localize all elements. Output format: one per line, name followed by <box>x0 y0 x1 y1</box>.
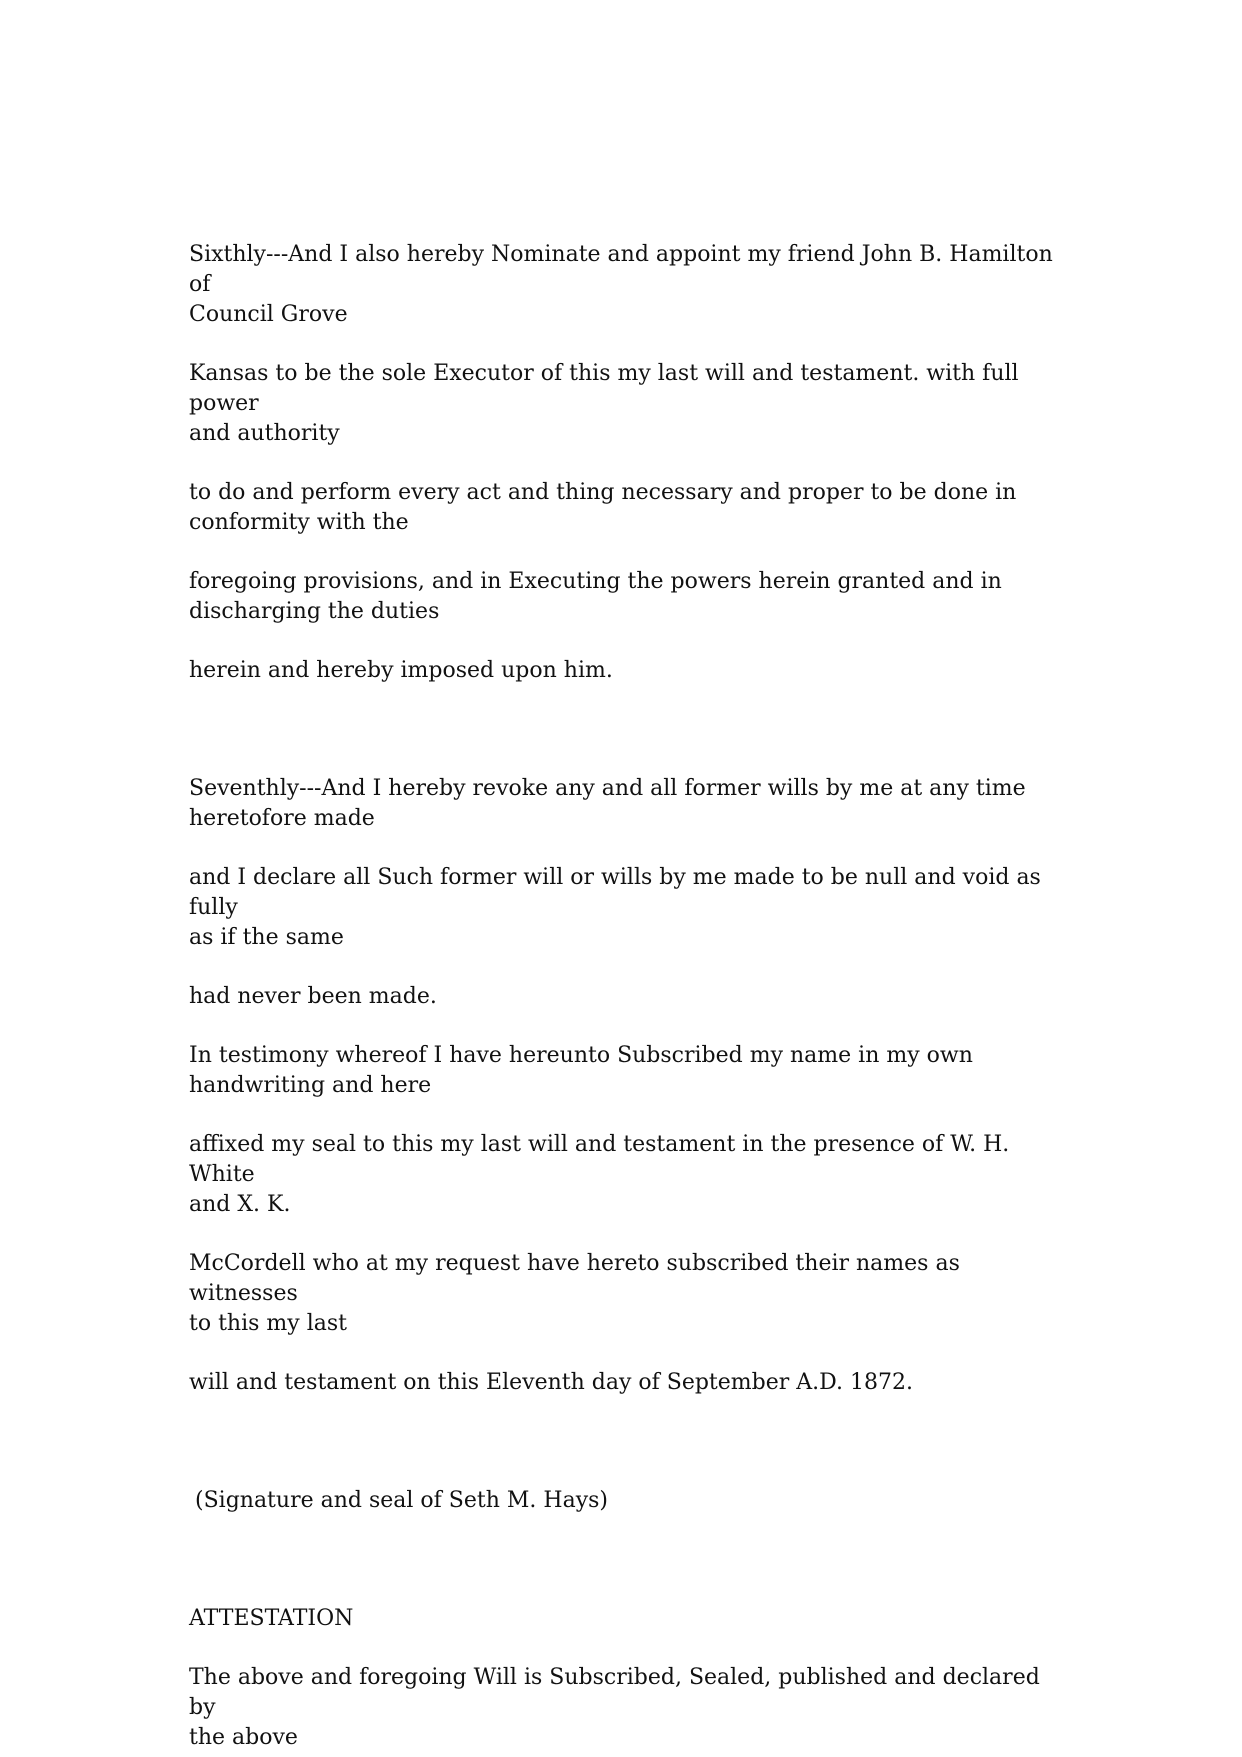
paragraph-attestation: The above and foregoing Will is Subscribed, Sealed, published and declared by the above <box>189 1665 1040 1750</box>
paragraph-testimony: In testimony whereof I have hereunto Subscribed my name in my own handwriting and here <box>189 1043 973 1098</box>
paragraph-revoke: and I declare all Such former will or wills by me made to be null and void as fully as if the same <box>189 865 1041 950</box>
paragraph-perform: to do and perform every act and thing necessary and proper to be done in conformity with the <box>189 480 1017 535</box>
paragraph-executor: Kansas to be the sole Executor of this my last will and testament. with full power and authority <box>189 361 1019 446</box>
paragraph-seventhly: Seventhly---And I hereby revoke any and all former wills by me at any time heretofore made <box>189 776 1026 831</box>
attestation-heading: ATTESTATION <box>189 1606 354 1631</box>
document-body <box>189 240 1069 1753</box>
paragraph-imposed: herein and hereby imposed upon him. <box>189 658 613 683</box>
paragraph-date: will and testament on this Eleventh day of September A.D. 1872. <box>189 1370 913 1395</box>
signature-note: (Signature and seal of Seth M. Hays) <box>195 1488 609 1513</box>
paragraph-provisions: foregoing provisions, and in Executing the powers herein granted and in discharging the duties <box>189 569 1002 624</box>
paragraph-never-made: had never been made. <box>189 984 437 1009</box>
paragraph-seal: affixed my seal to this my last will and testament in the presence of W. H. White and X. K. <box>189 1132 1010 1217</box>
paragraph-witnesses: McCordell who at my request have hereto subscribed their names as witnesses to this my last <box>189 1251 960 1336</box>
paragraph-sixthly: Sixthly---And I also hereby Nominate and appoint my friend John B. Hamilton of Council Grove <box>189 242 1053 327</box>
